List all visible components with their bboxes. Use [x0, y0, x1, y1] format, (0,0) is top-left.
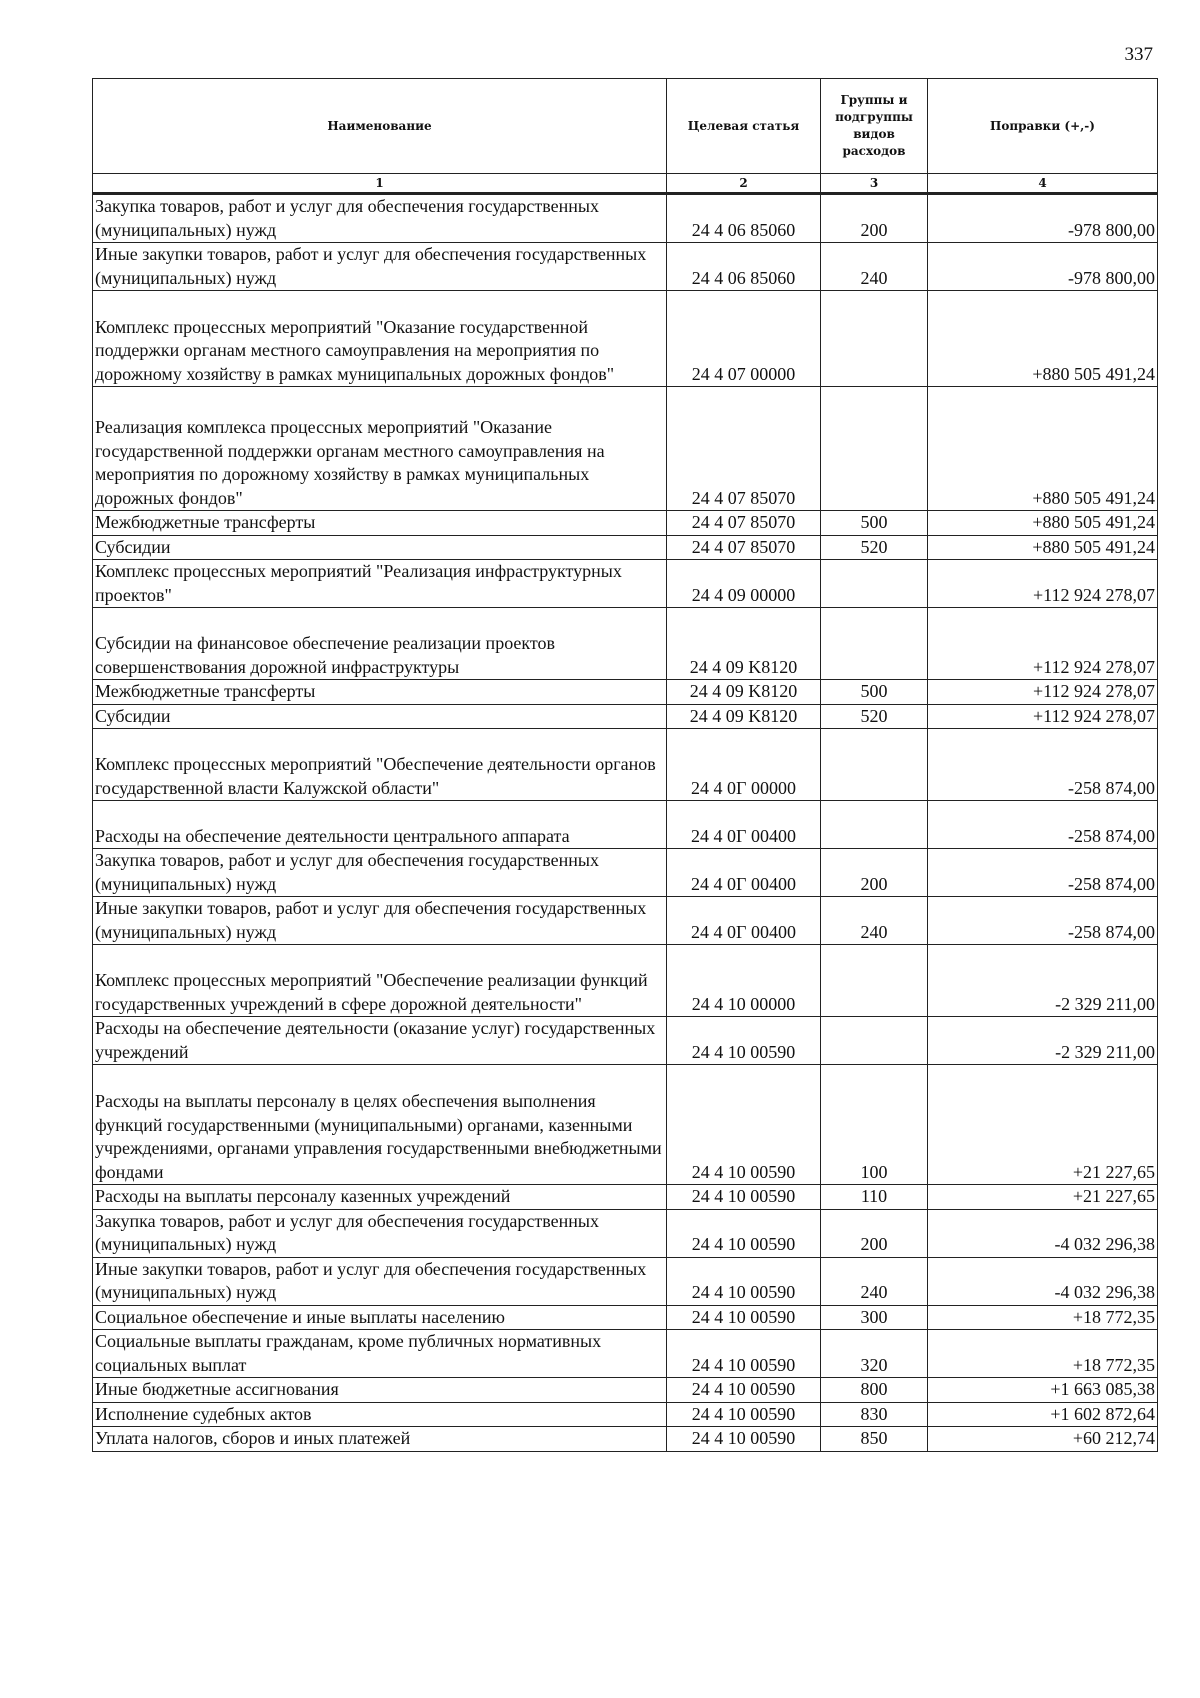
row-name: Социальные выплаты гражданам, кроме публичных нормативных социальных выплат	[93, 1330, 667, 1378]
row-amendment: -258 874,00	[928, 849, 1158, 897]
row-amendment: +112 924 278,07	[928, 560, 1158, 608]
table-row	[93, 194, 1158, 243]
row-target-item: 24 4 07 00000	[667, 291, 821, 387]
row-amendment: +880 505 491,24	[928, 291, 1158, 387]
row-target-item: 24 4 0Г 00400	[667, 849, 821, 897]
table-row	[93, 291, 1158, 387]
row-expense-group: 200	[821, 1209, 928, 1257]
row-amendment: -4 032 296,38	[928, 1209, 1158, 1257]
row-expense-group: 520	[821, 535, 928, 560]
row-amendment: +112 924 278,07	[928, 608, 1158, 680]
row-name: Исполнение судебных актов	[93, 1402, 667, 1427]
row-amendment: -2 329 211,00	[928, 945, 1158, 1017]
row-name: Комплекс процессных мероприятий "Обеспечение реализации функций государственных учреждений в сфере дорожной деятельности"	[93, 945, 667, 1017]
row-target-item: 24 4 10 00590	[667, 1209, 821, 1257]
table-header-row	[93, 79, 1158, 174]
row-target-item: 24 4 10 00590	[667, 1185, 821, 1210]
row-name: Уплата налогов, сборов и иных платежей	[93, 1427, 667, 1452]
table-row	[93, 1209, 1158, 1257]
row-name: Комплекс процессных мероприятий "Обеспечение деятельности органов государственной власти Калужской области"	[93, 729, 667, 801]
table-row	[93, 511, 1158, 536]
row-amendment: -4 032 296,38	[928, 1257, 1158, 1305]
row-target-item: 24 4 07 85070	[667, 511, 821, 536]
row-amendment: -978 800,00	[928, 194, 1158, 243]
table-row	[93, 897, 1158, 945]
row-amendment: +18 772,35	[928, 1330, 1158, 1378]
row-expense-group	[821, 1017, 928, 1065]
row-name: Иные закупки товаров, работ и услуг для обеспечения государственных (муниципальных) нужд	[93, 243, 667, 291]
row-name: Реализация комплекса процессных мероприятий "Оказание государственной поддержки органам местного самоуправления на мероприятия по дорожному хозяйству в рамках муниципальных дорожных фондов"	[93, 387, 667, 511]
row-name: Субсидии	[93, 704, 667, 729]
table-row	[93, 1305, 1158, 1330]
row-expense-group: 200	[821, 194, 928, 243]
row-expense-group	[821, 291, 928, 387]
row-name: Расходы на выплаты персоналу казенных учреждений	[93, 1185, 667, 1210]
row-name: Социальное обеспечение и иные выплаты населению	[93, 1305, 667, 1330]
row-name: Комплекс процессных мероприятий "Реализация инфраструктурных проектов"	[93, 560, 667, 608]
header-expense-group: Группы и подгруппы видов расходов	[821, 79, 928, 174]
row-expense-group	[821, 560, 928, 608]
row-expense-group: 200	[821, 849, 928, 897]
row-target-item: 24 4 09 K8120	[667, 704, 821, 729]
row-expense-group: 500	[821, 511, 928, 536]
row-amendment: +18 772,35	[928, 1305, 1158, 1330]
row-amendment: +1 602 872,64	[928, 1402, 1158, 1427]
table-row	[93, 560, 1158, 608]
table-row	[93, 608, 1158, 680]
row-amendment: -258 874,00	[928, 729, 1158, 801]
row-expense-group: 320	[821, 1330, 928, 1378]
row-expense-group: 100	[821, 1065, 928, 1185]
row-expense-group: 830	[821, 1402, 928, 1427]
row-expense-group: 240	[821, 1257, 928, 1305]
row-name: Межбюджетные трансферты	[93, 511, 667, 536]
row-name: Расходы на обеспечение деятельности центрального аппарата	[93, 801, 667, 849]
row-target-item: 24 4 0Г 00000	[667, 729, 821, 801]
row-amendment: +60 212,74	[928, 1427, 1158, 1452]
row-target-item: 24 4 10 00590	[667, 1427, 821, 1452]
row-amendment: +880 505 491,24	[928, 511, 1158, 536]
column-number: 2	[667, 174, 821, 194]
row-name: Иные закупки товаров, работ и услуг для обеспечения государственных (муниципальных) нужд	[93, 1257, 667, 1305]
row-target-item: 24 4 10 00590	[667, 1330, 821, 1378]
row-amendment: +112 924 278,07	[928, 680, 1158, 705]
row-amendment: -258 874,00	[928, 801, 1158, 849]
row-expense-group: 850	[821, 1427, 928, 1452]
table-row	[93, 849, 1158, 897]
row-name: Межбюджетные трансферты	[93, 680, 667, 705]
row-name: Закупка товаров, работ и услуг для обеспечения государственных (муниципальных) нужд	[93, 194, 667, 243]
table-row	[93, 801, 1158, 849]
row-amendment: -2 329 211,00	[928, 1017, 1158, 1065]
row-expense-group	[821, 945, 928, 1017]
row-target-item: 24 4 10 00590	[667, 1378, 821, 1403]
row-target-item: 24 4 09 K8120	[667, 608, 821, 680]
row-target-item: 24 4 10 00590	[667, 1257, 821, 1305]
table-row	[93, 1378, 1158, 1403]
row-target-item: 24 4 10 00590	[667, 1065, 821, 1185]
row-target-item: 24 4 0Г 00400	[667, 801, 821, 849]
table-row	[93, 680, 1158, 705]
table-row	[93, 1402, 1158, 1427]
row-target-item: 24 4 07 85070	[667, 535, 821, 560]
table-row	[93, 704, 1158, 729]
row-expense-group: 800	[821, 1378, 928, 1403]
table-row	[93, 1017, 1158, 1065]
row-target-item: 24 4 0Г 00400	[667, 897, 821, 945]
row-expense-group	[821, 608, 928, 680]
row-amendment: +112 924 278,07	[928, 704, 1158, 729]
row-expense-group: 240	[821, 897, 928, 945]
table-row	[93, 535, 1158, 560]
row-target-item: 24 4 09 K8120	[667, 680, 821, 705]
row-expense-group	[821, 729, 928, 801]
row-expense-group: 520	[821, 704, 928, 729]
row-target-item: 24 4 07 85070	[667, 387, 821, 511]
row-name: Субсидии на финансовое обеспечение реализации проектов совершенствования дорожной инфраструктуры	[93, 608, 667, 680]
budget-amendments-table	[92, 78, 1158, 1452]
table-row	[93, 945, 1158, 1017]
row-amendment: -258 874,00	[928, 897, 1158, 945]
row-expense-group: 240	[821, 243, 928, 291]
row-amendment: +21 227,65	[928, 1185, 1158, 1210]
header-amendment: Поправки (+,-)	[928, 79, 1158, 174]
column-number: 1	[93, 174, 667, 194]
row-expense-group: 110	[821, 1185, 928, 1210]
row-name: Закупка товаров, работ и услуг для обеспечения государственных (муниципальных) нужд	[93, 1209, 667, 1257]
row-amendment: -978 800,00	[928, 243, 1158, 291]
header-target-item: Целевая статья	[667, 79, 821, 174]
table-body	[93, 194, 1158, 1452]
row-target-item: 24 4 10 00590	[667, 1305, 821, 1330]
table-row	[93, 1185, 1158, 1210]
row-amendment: +880 505 491,24	[928, 535, 1158, 560]
row-target-item: 24 4 10 00590	[667, 1402, 821, 1427]
table-row	[93, 387, 1158, 511]
row-target-item: 24 4 06 85060	[667, 194, 821, 243]
row-amendment: +880 505 491,24	[928, 387, 1158, 511]
column-number-row	[93, 174, 1158, 194]
row-expense-group	[821, 801, 928, 849]
row-name: Иные бюджетные ассигнования	[93, 1378, 667, 1403]
row-name: Комплекс процессных мероприятий "Оказание государственной поддержки органам местного самоуправления на мероприятия по дорожному хозяйству в рамках муниципальных дорожных фондов"	[93, 291, 667, 387]
row-name: Закупка товаров, работ и услуг для обеспечения государственных (муниципальных) нужд	[93, 849, 667, 897]
row-amendment: +1 663 085,38	[928, 1378, 1158, 1403]
row-expense-group: 300	[821, 1305, 928, 1330]
table-row	[93, 729, 1158, 801]
table-row	[93, 1065, 1158, 1185]
row-expense-group	[821, 387, 928, 511]
row-name: Субсидии	[93, 535, 667, 560]
table-row	[93, 1330, 1158, 1378]
row-target-item: 24 4 10 00000	[667, 945, 821, 1017]
page-number: 337	[1124, 44, 1153, 65]
row-name: Расходы на выплаты персоналу в целях обеспечения выполнения функций государственными (муниципальными) органами, казенными учреждениями, органами управления государственными внебюджетными фондами	[93, 1065, 667, 1185]
row-name: Иные закупки товаров, работ и услуг для обеспечения государственных (муниципальных) нужд	[93, 897, 667, 945]
row-target-item: 24 4 10 00590	[667, 1017, 821, 1065]
row-target-item: 24 4 06 85060	[667, 243, 821, 291]
row-amendment: +21 227,65	[928, 1065, 1158, 1185]
table-row	[93, 243, 1158, 291]
row-name: Расходы на обеспечение деятельности (оказание услуг) государственных учреждений	[93, 1017, 667, 1065]
column-number: 3	[821, 174, 928, 194]
header-name: Наименование	[93, 79, 667, 174]
table-row	[93, 1427, 1158, 1452]
column-number: 4	[928, 174, 1158, 194]
row-target-item: 24 4 09 00000	[667, 560, 821, 608]
table-row	[93, 1257, 1158, 1305]
row-expense-group: 500	[821, 680, 928, 705]
